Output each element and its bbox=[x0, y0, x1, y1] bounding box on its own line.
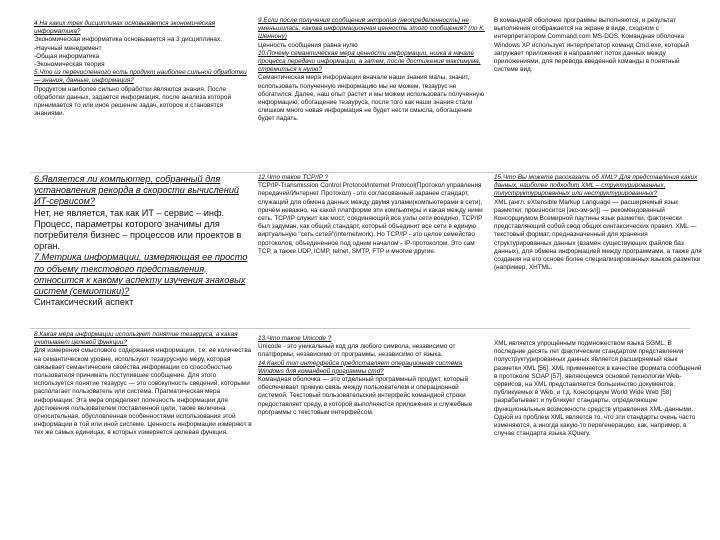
cell-r2-c2 bbox=[258, 174, 488, 326]
cell-r2-c1 bbox=[34, 174, 252, 326]
cell-r1-c2 bbox=[258, 17, 488, 167]
answer-8: Для измерения смыслового содержания информации, т.е. ее количества на семантическом уровне, используют тезаурусную меру, которая связывает семантические свойства информации со способностью пользователя принимать поступившее сообщение. Для этого используется понятие тезаурус — это совокупность сведений, которыми располагает пользователь или система. Прагматическая мера информации. Эта мера определяет полезность информации для достижения пользователем поставленной цели, также величина относительная, обусловленная особенностями использования этой информации в той или иной системе. Ценность информации измеряют в тех же самых единицах, в которых измеряется целевая функция. bbox=[34, 347, 252, 437]
answer-4-line-3: -Общая информатика bbox=[34, 52, 100, 60]
cell-r3-c2 bbox=[258, 335, 488, 521]
question-5: 5.Что из перечисленного есть продукт наиболее сильной обработки — знания, данные, информация? bbox=[34, 69, 247, 85]
question-7: 7.Метрика информации, измеряющая ее просто по объему текстового представления, относится к какому аспекту изучения знаковых систем (семиотики)? bbox=[34, 252, 248, 297]
question-10: 10.Почему семантическая мера ценности информации, низка в начале процесса передачи информации, а затем, после достижения максимума, стремиться к нулю? bbox=[258, 49, 481, 74]
cell-r3-c3 bbox=[494, 340, 704, 521]
answer-12: TCP/IP-Transmission Control Protocol/Internet Protocol(Протокол управления передачей/Интернет Протокол) - это согласованный заранее стандарт, служащий для обмена данных между двумя узлами(компьютерами в сети), причём неважно, на какой платформе эти компьютеры и какая между ними сеть. TCP/IP служит как мост, соединяющий все узлы сети воедино. TCP/IP был задуман, как общий стандарт, который объединит все сети в единую виртуальную "сеть сетей"(internetwork). Но TCP/IP - это целое семейство протоколов, объединенное под одним началом - IP-протоколом. Это сам TCP, а также UDP, ICMP, telnet, SMTP, FTP и многие другие. bbox=[258, 182, 483, 255]
answer-4-line-4: -Экономическая теория bbox=[34, 61, 105, 69]
question-12: 12.Что такое TCP/IP ? bbox=[258, 174, 329, 181]
row-divider-2 bbox=[30, 328, 690, 329]
cell-r1-c1 bbox=[34, 20, 252, 170]
answer-15: XML (англ. eXtensible Markup Language — расширяемый язык разметки; произносится [экс-эм-эл]) — рекомендованный Консорциумом Всемирной паутины язык разметки, фактически представляющий собой свод общих синтаксических правил. XML — текстовый формат, предназначенный для хранения структурированных данных (взамен существующих файлов баз данных), для обмена информацией между программами, а также для создания на его основе более специализированных языков разметки (например, XHTML. bbox=[494, 198, 702, 272]
question-14: 14.Какой тип интерфейса предоставляет операционная система Windows для командной программы cmd? bbox=[258, 359, 463, 375]
answer-14: Командная оболочка — это отдельный программный продукт, который обеспечивает прямую связь между пользователем и операционной системой. Текстовый пользовательский интерфейс командной строки предоставляет среду, в которой выполняются приложения и служебные программы с текстовым интерфейсом. bbox=[258, 376, 473, 416]
cell-r3-c1 bbox=[34, 331, 252, 521]
question-15: 15.Что Вы можете рассказать об XML? Для представления каких данных, наиболее подходит XML – структурированных, полуструктурированных или неструктурированных? bbox=[494, 174, 698, 198]
cell-r1-c3 bbox=[494, 17, 704, 167]
answer-7: Синтаксический аспект bbox=[34, 297, 134, 308]
xml-sgml-text: XML является упрощённым подмножеством языка SGML. В последние десять лет фактическим стандартом представления полуструктурированных данных является расширяемый язык разметки XML [56]. XML применяется в качестве формата сообщений в протоколе SOAP [57], являющемся основой технологии Web-сервисов, на XML представляется большинство документов, публикуемых в Web, и т.д. Консорциум World Wide Web [58] разрабатывает и публикует стандарты, определяющие функциональные возможности средств управления XML-данными. Одной из проблем XML является то, что эти стандарты очень часто изменяются, а иногда какую-то перегенерацию, как, например, в случае стандарта языка XQuery. bbox=[494, 340, 702, 438]
answer-5: Продуктом наиболее сильно обработки являются знания. После обработки данных, задается информация, после анализа которой принимается то или иное решение задач, которое и становятся знаниями. bbox=[34, 85, 232, 118]
question-8: 8.Какая мера информации использует понятие тезауруса, а какая учитывает целевой функции? bbox=[34, 331, 238, 347]
row-divider-1 bbox=[30, 172, 690, 173]
answer-4-line-1: Экономическая информатика основывается на 3 дисциплинах: bbox=[34, 36, 222, 44]
question-13: 13.Что такое Unicode ? bbox=[258, 335, 332, 342]
question-4: 4.На каких трех дисциплинах основывается экономическая информатика? bbox=[34, 20, 216, 36]
answer-9: Ценность сообщения равна нулю bbox=[258, 41, 358, 49]
cell-r2-c3 bbox=[494, 174, 704, 326]
cmd-shell-text: В командной оболочке программы выполняются, и результат выполнения отображается на экране в виде, сходном с интерпретатором Command.com MS-DOS. Командная оболочка Windows XP использует интерпретатор команд Cmd.exe, который загружает приложения и направляет поток данных между приложениями, для перевода введенной команды в понятный системе вид. bbox=[494, 17, 689, 74]
answer-10: Семантическая мера информации вначале наши знания малы, значит, использовать полученную информацию мы не можем, тезаурус не обогатился. Далее, наш опыт растет и мы можем использовать полученную информацию, обогащение тезауруса, после того как наши знания стали слишком много новая информация не будет нести смысла, обогащение будет падать. bbox=[258, 74, 485, 123]
question-9: 9.Если после получения сообщения энтропия (неопределенность) не уменьшилась, какова информационная ценность этого сообщения? (по К. Шеннону) bbox=[258, 17, 485, 41]
answer-4-line-2: -Научный менеджмент bbox=[34, 44, 102, 52]
answer-13: Unicode - это уникальный код для любого символа, независимо от платформы, независимо от программы, независимо от языка. bbox=[258, 343, 456, 359]
answer-6: Нет, не является, так как ИТ – сервис – инф. Процесс, параметры которого значимы для потребителя бизнес – процессов или проектов в орган. bbox=[34, 207, 242, 252]
question-6: 6.Является ли компьютер, собранный для установления рекорда в скорости вычислений ИТ-сервисом? bbox=[34, 174, 240, 207]
